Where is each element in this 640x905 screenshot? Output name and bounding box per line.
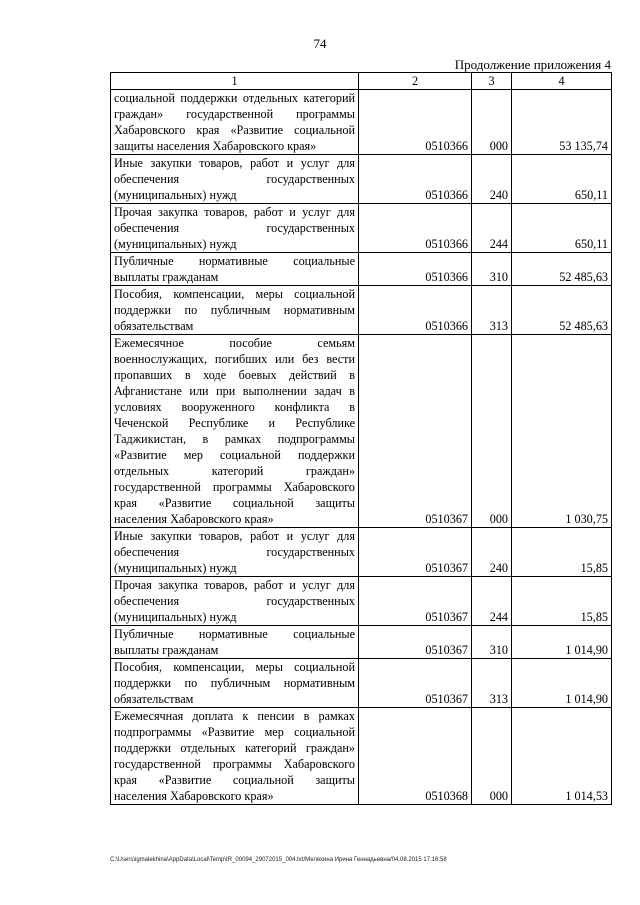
table-row [111,626,612,659]
table-row [111,528,612,577]
table-row [111,659,612,708]
expense-type-code: 240 [472,155,512,204]
expense-type-code: 313 [472,659,512,708]
target-article-code: 0510366 [359,204,472,253]
table-row [111,155,612,204]
expense-type-code: 000 [472,708,512,805]
file-path-footer: C:\Users\igmalekhina\AppData\Local\Temp\IR_00094_29072015_004.txt/Мелехина Ирина Геннадьевна/04.08.2015 17:16:58 [110,857,447,863]
expense-type-code: 313 [472,286,512,335]
row-description: Публичные нормативные социальные выплаты гражданам [111,253,359,286]
row-description: Иные закупки товаров, работ и услуг для обеспечения государственных (муниципальных) нужд [111,155,359,204]
target-article-code: 0510367 [359,528,472,577]
expense-type-code: 310 [472,626,512,659]
row-description: Прочая закупка товаров, работ и услуг для обеспечения государственных (муниципальных) нужд [111,204,359,253]
amount: 15,85 [512,577,612,626]
column-header-1: 1 [111,73,359,90]
row-description: Иные закупки товаров, работ и услуг для обеспечения государственных (муниципальных) нужд [111,528,359,577]
table-row [111,286,612,335]
target-article-code: 0510366 [359,253,472,286]
target-article-code: 0510367 [359,626,472,659]
table-row [111,204,612,253]
page-number: 74 [313,36,327,51]
table-row [111,253,612,286]
target-article-code: 0510366 [359,155,472,204]
target-article-code: 0510368 [359,708,472,805]
amount: 1 014,90 [512,659,612,708]
column-header-3: 3 [472,73,512,90]
row-description: Ежемесячная доплата к пенсии в рамках подпрограммы «Развитие мер социальной поддержки отдельных категорий граждан» государственной программы Хабаровского края «Развитие социальной защиты населения Хабаровского края» [111,708,359,805]
amount: 1 030,75 [512,335,612,528]
expense-type-code: 310 [472,253,512,286]
amount: 52 485,63 [512,253,612,286]
budget-table [110,72,612,805]
target-article-code: 0510367 [359,659,472,708]
target-article-code: 0510366 [359,286,472,335]
column-header-2: 2 [359,73,472,90]
table-row [111,335,612,528]
table-row [111,708,612,805]
table-header-row [111,73,612,90]
table-row [111,577,612,626]
expense-type-code: 244 [472,204,512,253]
table-row [111,90,612,155]
amount: 52 485,63 [512,286,612,335]
row-description: Прочая закупка товаров, работ и услуг для обеспечения государственных (муниципальных) нужд [111,577,359,626]
amount: 650,11 [512,155,612,204]
row-description: Публичные нормативные социальные выплаты гражданам [111,626,359,659]
amount: 53 135,74 [512,90,612,155]
target-article-code: 0510367 [359,577,472,626]
continuation-label: Продолжение приложения 4 [454,57,611,72]
row-description: Ежемесячное пособие семьям военнослужащих, погибших или без вести пропавших в ходе боевых действий в Афганистане или при выполнении задач в условиях вооруженного конфликта в Чеченской Республике и Республике Таджикистан, в рамках подпрограммы «Развитие мер социальной поддержки отдельных категорий граждан» государственной программы Хабаровского края «Развитие социальной защиты населения Хабаровского края» [111,335,359,528]
row-description: социальной поддержки отдельных категорий граждан» государственной программы Хабаровского края «Развитие социальной защиты населения Хабаровского края» [111,90,359,155]
expense-type-code: 240 [472,528,512,577]
row-description: Пособия, компенсации, меры социальной поддержки по публичным нормативным обязательствам [111,286,359,335]
amount: 650,11 [512,204,612,253]
amount: 15,85 [512,528,612,577]
expense-type-code: 244 [472,577,512,626]
expense-type-code: 000 [472,335,512,528]
row-description: Пособия, компенсации, меры социальной поддержки по публичным нормативным обязательствам [111,659,359,708]
amount: 1 014,90 [512,626,612,659]
column-header-4: 4 [512,73,612,90]
target-article-code: 0510366 [359,90,472,155]
amount: 1 014,53 [512,708,612,805]
expense-type-code: 000 [472,90,512,155]
target-article-code: 0510367 [359,335,472,528]
